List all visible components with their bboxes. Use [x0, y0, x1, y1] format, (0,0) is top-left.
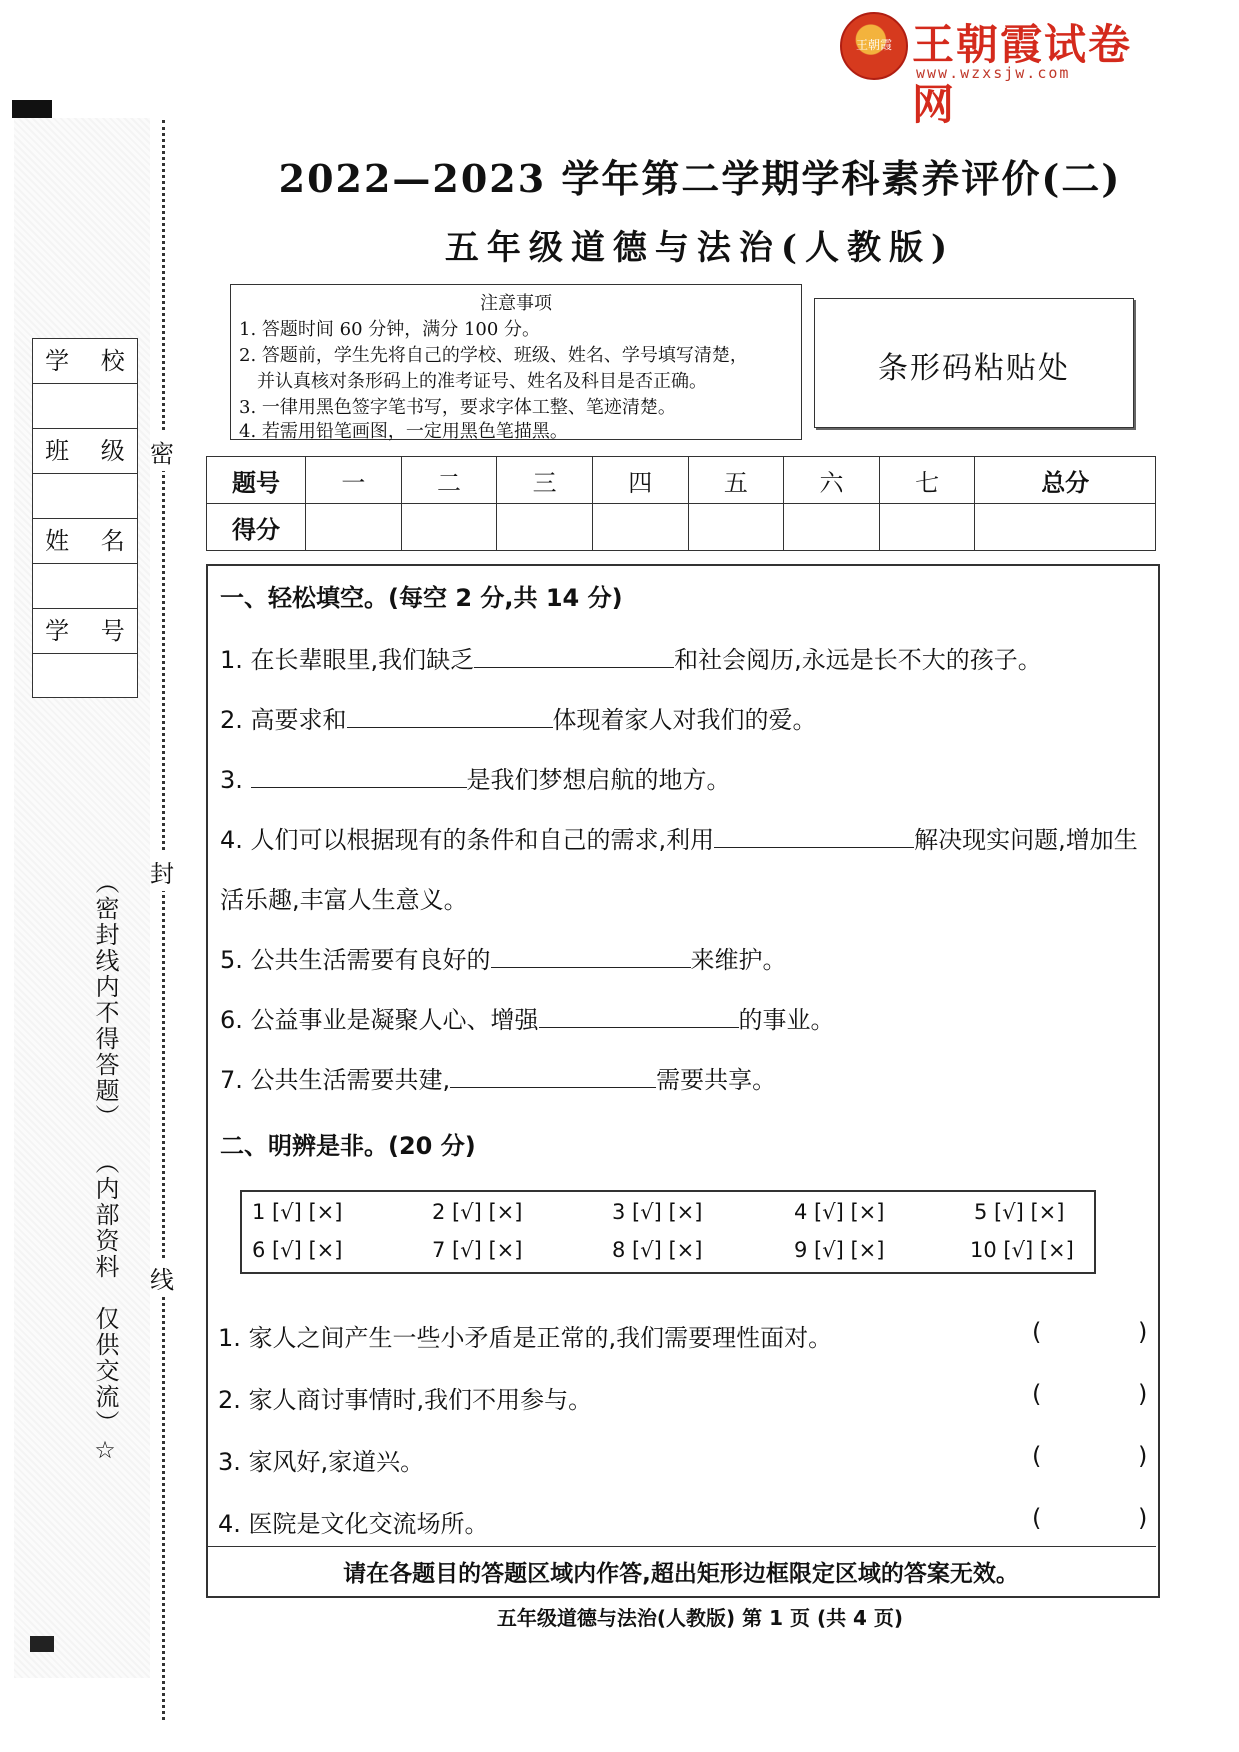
answer-option[interactable]: 9 [√] [×] [794, 1238, 885, 1262]
answer-paren-open[interactable]: ( [1032, 1380, 1042, 1408]
table-row [207, 457, 1156, 504]
answer-paren-open[interactable]: ( [1032, 1318, 1042, 1346]
answer-blank[interactable] [714, 823, 914, 848]
score-table [206, 456, 1156, 551]
fill-question-2: 2. 高要求和 体现着家人对我们的爱。 [220, 700, 817, 735]
name-field[interactable] [33, 564, 137, 609]
exam-subtitle: 五年级道德与法治(人教版) [444, 228, 956, 268]
column-header: 二 [401, 457, 497, 504]
column-header: 一 [306, 457, 402, 504]
answer-paren-close: ) [1138, 1442, 1148, 1470]
fill-question-7: 7. 公共生活需要共建, 需要共享。 [220, 1060, 776, 1095]
answer-option[interactable]: 10 [√] [×] [970, 1238, 1074, 1262]
table-row [207, 504, 1156, 551]
answer-option[interactable]: 1 [√] [×] [252, 1200, 343, 1224]
answer-paren-close: ) [1138, 1380, 1148, 1408]
site-logo [840, 12, 1170, 129]
barcode-label: 条形码粘贴处 [878, 351, 1070, 386]
score-cell[interactable] [975, 504, 1156, 551]
internal-material-vertical: （内部资料 仅供交流）☆ [91, 1150, 119, 1466]
fill-question-4-cont: 活乐趣,丰富人生意义。 [220, 886, 468, 914]
registration-mark-bottom [30, 1636, 54, 1652]
notice-item: 4. 若需用铅笔画图，一定用黑色笔描黑。 [239, 421, 568, 442]
school-label: 学 校 [33, 339, 137, 384]
score-cell[interactable] [784, 504, 880, 551]
column-header: 六 [784, 457, 880, 504]
student-id-label: 学 号 [33, 609, 137, 654]
seal-char-feng: 封 [150, 852, 174, 891]
fill-question-6: 6. 公益事业是凝聚人心、增强 的事业。 [220, 1000, 835, 1035]
score-cell[interactable] [306, 504, 402, 551]
logo-url: www.wzxsjw.com [916, 64, 1071, 82]
notice-item: 1. 答题时间 60 分钟，满分 100 分。 [239, 319, 541, 340]
notice-box [230, 284, 802, 440]
answer-option[interactable]: 3 [√] [×] [612, 1200, 703, 1224]
answer-blank[interactable] [251, 763, 467, 788]
answer-option[interactable]: 4 [√] [×] [794, 1200, 885, 1224]
class-field[interactable] [33, 474, 137, 519]
score-cell[interactable] [497, 504, 593, 551]
seal-char-xian: 线 [150, 1258, 174, 1297]
answer-blank[interactable] [491, 943, 691, 968]
answer-blank[interactable] [474, 643, 674, 668]
logo-seal-icon: 王朝霞 [840, 12, 908, 80]
question-number-header: 题号 [207, 457, 306, 504]
score-cell[interactable] [592, 504, 688, 551]
seal-char-mi: 密 [150, 432, 174, 471]
column-header: 五 [688, 457, 784, 504]
exam-title: 2022—2023 学年第二学期学科素养评价(二) [278, 156, 1122, 201]
student-id-field[interactable] [33, 654, 137, 698]
notice-heading: 注意事项 [480, 293, 552, 314]
answer-area-warning: 请在各题目的答题区域内作答,超出矩形边框限定区域的答案无效。 [343, 1561, 1019, 1587]
section2-title: 二、明辨是非。(20 分) [220, 1132, 476, 1160]
judge-question-1: 1. 家人之间产生一些小矛盾是正常的,我们需要理性面对。 [218, 1324, 833, 1352]
school-field[interactable] [33, 384, 137, 429]
judge-question-4: 4. 医院是文化交流场所。 [218, 1510, 489, 1538]
answer-paren-open[interactable]: ( [1032, 1504, 1042, 1532]
judge-question-3: 3. 家风好,家道兴。 [218, 1448, 425, 1476]
answer-option[interactable]: 7 [√] [×] [432, 1238, 523, 1262]
judge-question-2: 2. 家人商讨事情时,我们不用参与。 [218, 1386, 593, 1414]
barcode-area [814, 298, 1134, 428]
column-header: 七 [879, 457, 975, 504]
column-header: 四 [592, 457, 688, 504]
fill-question-4: 4. 人们可以根据现有的条件和自己的需求,利用 解决现实问题,增加生 [220, 820, 1138, 855]
fill-question-5: 5. 公共生活需要有良好的 来维护。 [220, 940, 787, 975]
score-cell[interactable] [401, 504, 497, 551]
answer-option[interactable]: 6 [√] [×] [252, 1238, 343, 1262]
notice-item: 2. 答题前，学生先将自己的学校、班级、姓名、学号填写清楚， [239, 345, 748, 366]
class-label: 班 级 [33, 429, 137, 474]
page-footer: 五年级道德与法治(人教版) 第 1 页 (共 4 页) [496, 1606, 904, 1630]
answer-option[interactable]: 5 [√] [×] [974, 1200, 1065, 1224]
answer-paren-close: ) [1138, 1318, 1148, 1346]
notice-item: 3. 一律用黑色签字笔书写，要求字体工整、笔迹清楚。 [239, 397, 676, 418]
seal-dotted-line [162, 120, 165, 1720]
answer-blank[interactable] [450, 1063, 656, 1088]
registration-mark-top [12, 100, 52, 118]
fill-question-3: 3. 是我们梦想启航的地方。 [220, 760, 731, 795]
name-label: 姓 名 [33, 519, 137, 564]
score-header: 得分 [207, 504, 306, 551]
seal-warning-vertical: （密封线内不得答题） [91, 870, 119, 1130]
column-header: 三 [497, 457, 593, 504]
total-header: 总分 [975, 457, 1156, 504]
score-cell[interactable] [879, 504, 975, 551]
answer-blank[interactable] [539, 1003, 739, 1028]
true-false-answer-grid [240, 1190, 1096, 1274]
section1-title: 一、轻松填空。(每空 2 分,共 14 分) [220, 584, 623, 612]
answer-option[interactable]: 2 [√] [×] [432, 1200, 523, 1224]
student-info-box [32, 338, 138, 698]
answer-option[interactable]: 8 [√] [×] [612, 1238, 703, 1262]
notice-item: 并认真核对条形码上的准考证号、姓名及科目是否正确。 [239, 371, 707, 392]
answer-area-note [206, 1546, 1156, 1595]
answer-blank[interactable] [347, 703, 553, 728]
score-cell[interactable] [688, 504, 784, 551]
answer-paren-close: ) [1138, 1504, 1148, 1532]
answer-paren-open[interactable]: ( [1032, 1442, 1042, 1470]
logo-name: 王朝霞试卷网 [912, 20, 1133, 129]
fill-question-1: 1. 在长辈眼里,我们缺乏 和社会阅历,永远是长不大的孩子。 [220, 640, 1042, 675]
